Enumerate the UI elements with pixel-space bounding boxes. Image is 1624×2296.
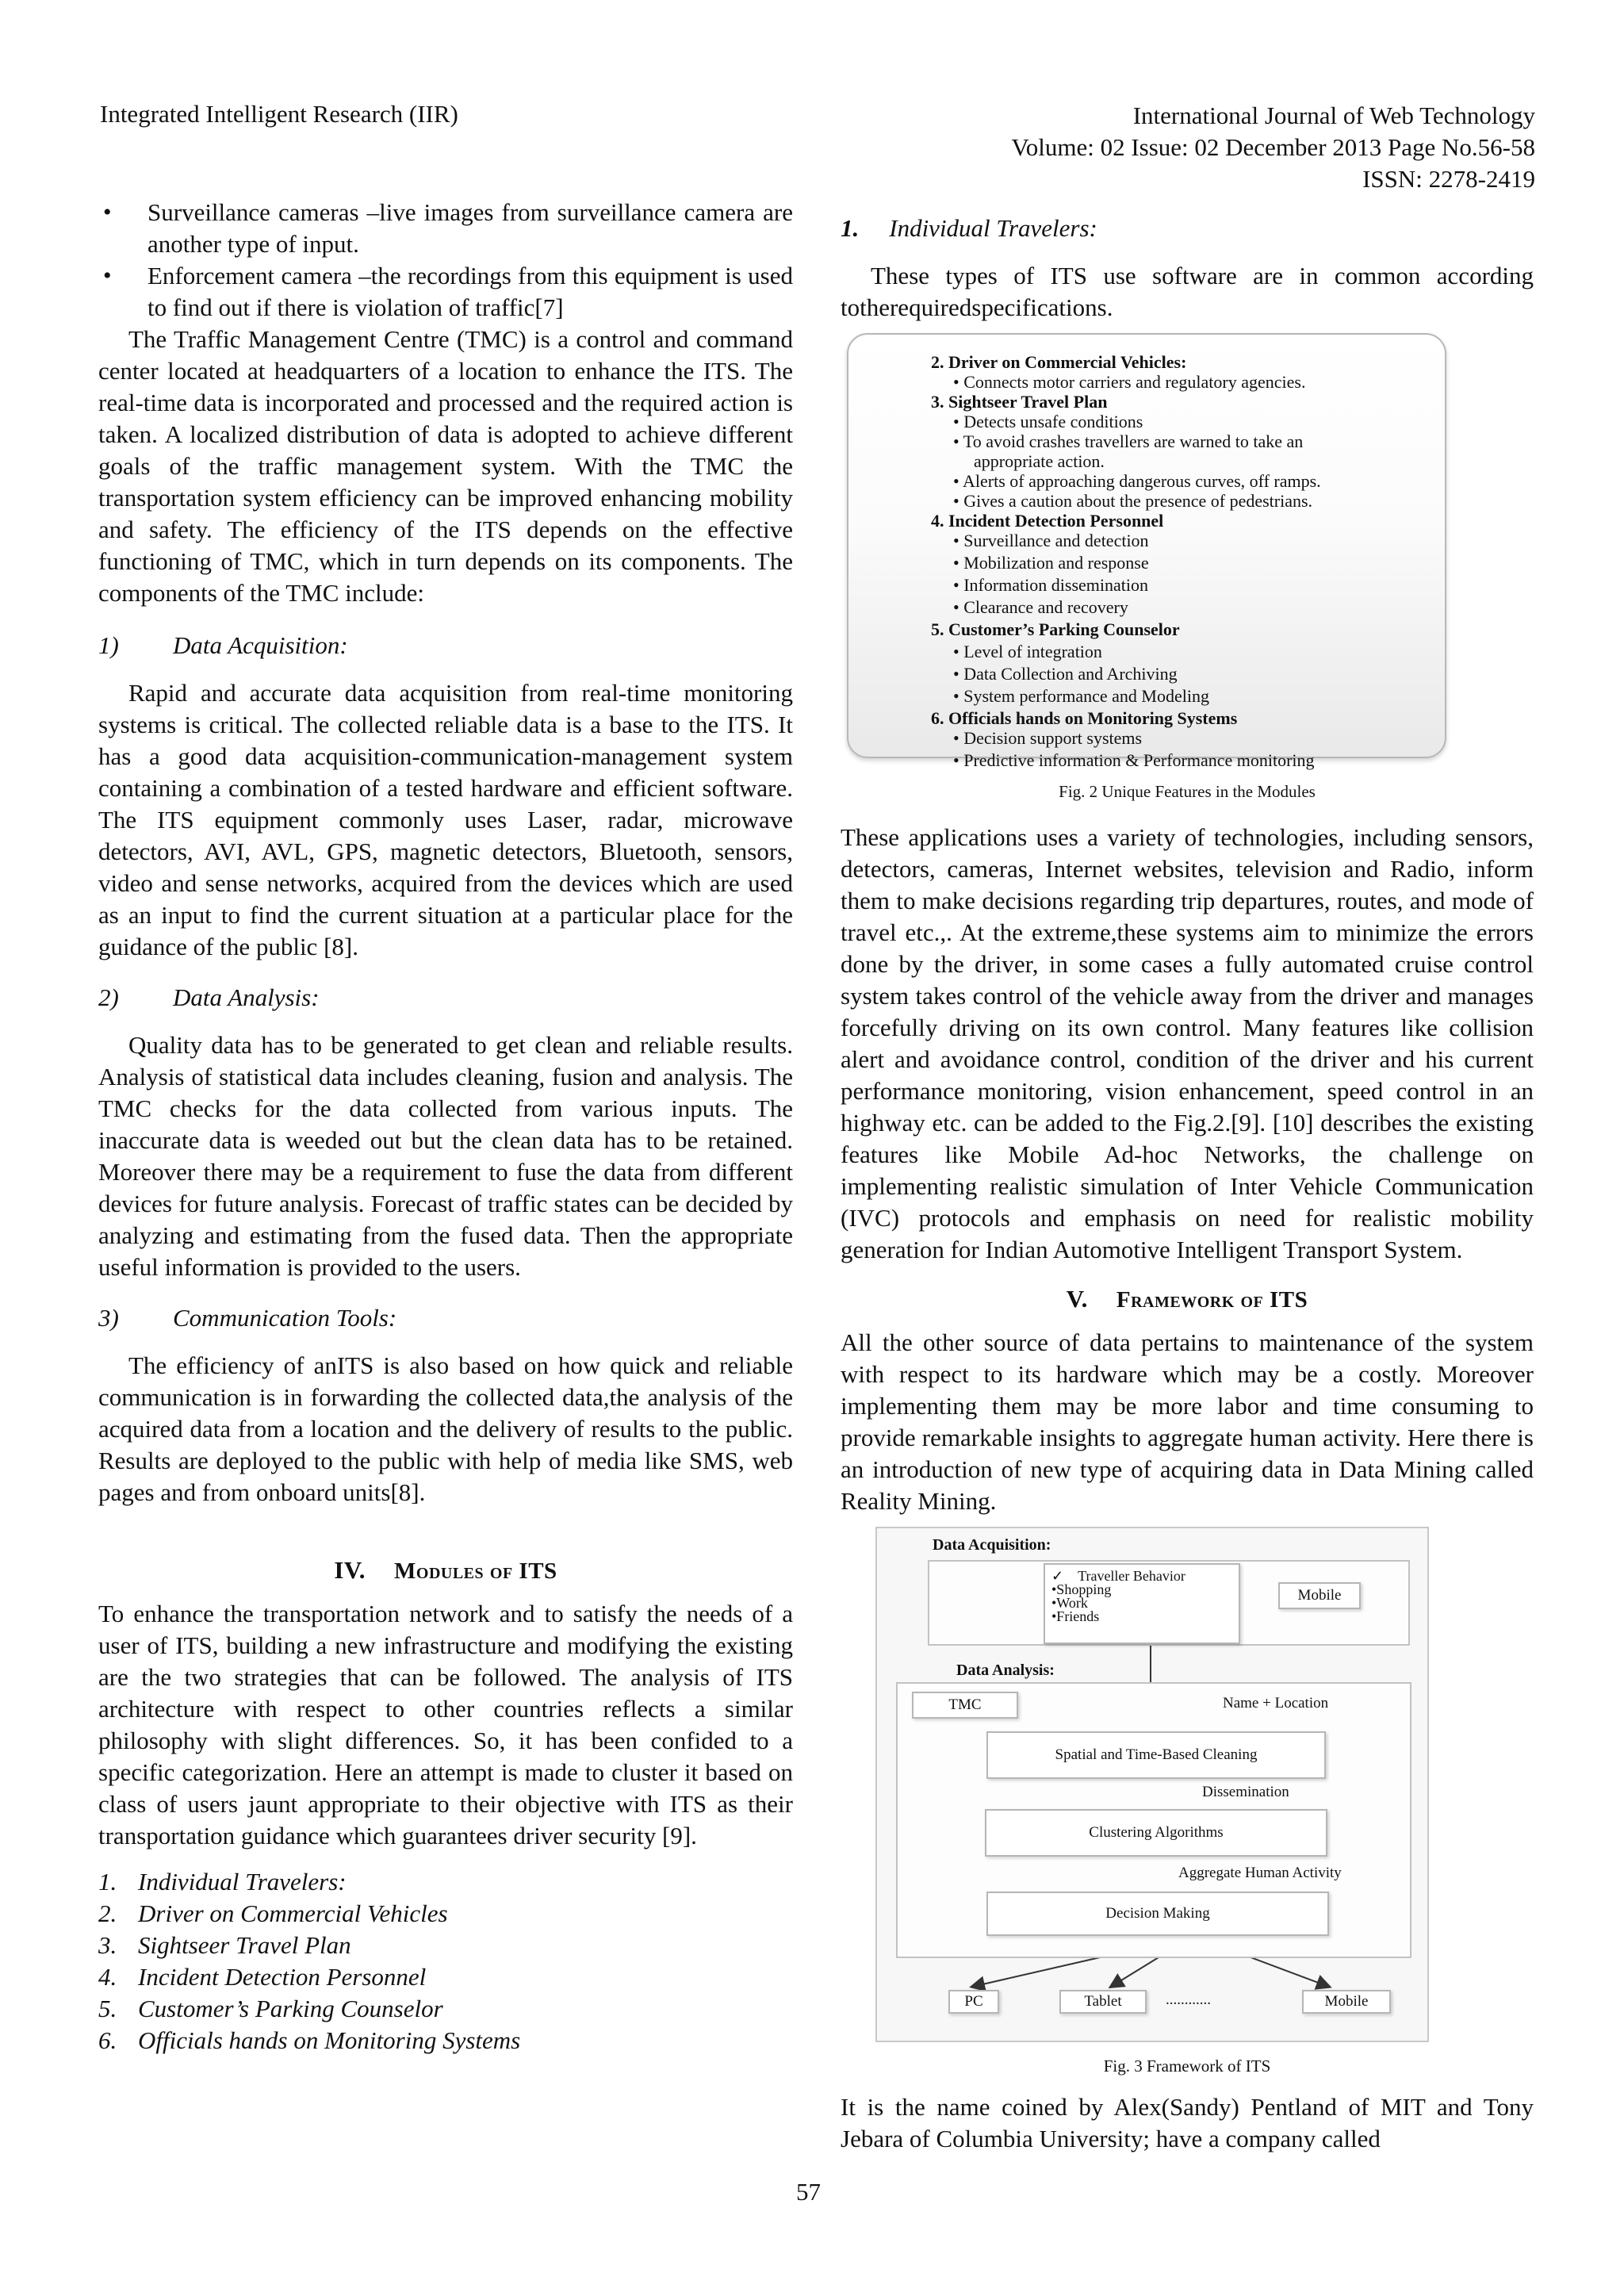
tmc-paragraph: The Traffic Management Centre (TMC) is a control and command center located at headquarters of a location to enhance the ITS. The real-time data is incorporated and processed and the required action is taken. A localized distribution of data is adopted to achieve different goals of the traffic management system. With the TMC the transportation system efficiency can be improved enhancing mobility and safety. The efficiency of the ITS depends on the effective functioning of TMC, which in turn depends on its components. The components of the TMC include: bbox=[98, 325, 793, 607]
subsection-number: 3) bbox=[98, 1304, 119, 1332]
module-number: 3. bbox=[98, 1931, 117, 1959]
fig2-line: • Connects motor carriers and regulatory agencies. bbox=[953, 372, 1306, 392]
fig2-line: 3. Sightseer Travel Plan bbox=[931, 392, 1108, 412]
check-icon: ✓ bbox=[1051, 1568, 1064, 1584]
module-number: 4. bbox=[98, 1963, 117, 1991]
fig3-data-acquisition-title: Data Acquisition: bbox=[933, 1536, 1051, 1554]
section-number: IV. bbox=[334, 1556, 366, 1584]
fig2-line: 5. Customer’s Parking Counselor bbox=[931, 619, 1180, 639]
input-types-list bbox=[98, 197, 793, 324]
subsection-communication-tools-heading bbox=[98, 1302, 793, 1334]
fig3-tmc-box: TMC bbox=[912, 1692, 1018, 1719]
module-title: Sightseer Travel Plan bbox=[138, 1931, 351, 1959]
module-title: Customer’s Parking Counselor bbox=[138, 1995, 443, 2022]
fig3-mobile-source: Mobile bbox=[1278, 1582, 1361, 1609]
section-v-heading bbox=[841, 1283, 1534, 1316]
fig3-aggregate-label: Aggregate Human Activity bbox=[1178, 1865, 1342, 1881]
subsection-number: 2) bbox=[98, 983, 119, 1011]
fig3-tablet-box: Tablet bbox=[1059, 1990, 1147, 2014]
header-journal-title: International Journal of Web Technology bbox=[1132, 102, 1535, 129]
fig2-line: • System performance and Modeling bbox=[953, 686, 1209, 706]
fig2-line: 6. Officials hands on Monitoring Systems bbox=[931, 708, 1238, 728]
fig2-line: appropriate action. bbox=[974, 451, 1105, 471]
fig2-line: • Alerts of approaching dangerous curves, off ramps. bbox=[953, 471, 1321, 491]
fig3-decision-box: Decision Making bbox=[986, 1892, 1329, 1936]
fig2-line: • Predictive information & Performance monitoring bbox=[953, 750, 1315, 770]
figure-2-caption: Fig. 2 Unique Features in the Modules bbox=[1059, 782, 1316, 801]
data-analysis-paragraph: Quality data has to be generated to get clean and reliable results. Analysis of statistical data includes cleaning, fusion and analysis. The TMC checks for the data collected from various inputs. The inaccurate data is weeded out but the clean data has to be retained. Moreover there may be a requirement to fuse the data from different devices for future analysis. Forecast of traffic states can be decided by analyzing and estimating from the fused data. Then the appropriate useful information is provided to the users. bbox=[98, 1031, 793, 1281]
module-title: Officials hands on Monitoring Systems bbox=[138, 2026, 521, 2054]
subsection-title: Communication Tools: bbox=[173, 1304, 397, 1332]
fig3-dissemination-label: Dissemination bbox=[1202, 1784, 1289, 1800]
section-title: Framework of ITS bbox=[1116, 1287, 1308, 1313]
fig3-name-location-label: Name + Location bbox=[1223, 1695, 1329, 1711]
module-number: 6. bbox=[98, 2026, 117, 2054]
header-volume-issue: Volume: 02 Issue: 02 December 2013 Page No.56-58 bbox=[1011, 133, 1535, 161]
individual-travelers-heading bbox=[841, 213, 1534, 244]
subsection-number: 1) bbox=[98, 631, 119, 659]
module-item bbox=[98, 2025, 793, 2056]
header-issn: ISSN: 2278-2419 bbox=[1362, 165, 1535, 193]
fig2-line: • Data Collection and Archiving bbox=[953, 664, 1178, 684]
fig2-line: 4. Incident Detection Personnel bbox=[931, 511, 1164, 531]
modules-paragraph: To enhance the transportation network and to satisfy the needs of a user of ITS, building a new infrastructure and modifying the existing are the two strategies that can be followed. The analysis of ITS architecture with respect to other countries reflects a similar philosophy with slight differences. So, it has been confided to a specific categorization. Here an attempt is made to cluster it based on class of users jaunt appropriate to their objective with ITS as their transportation guidance which guarantees driver security [9]. bbox=[98, 1600, 793, 1849]
subsection-title: Data Acquisition: bbox=[173, 631, 348, 659]
heading-title: Individual Travelers: bbox=[889, 214, 1097, 242]
module-title: Driver on Commercial Vehicles bbox=[138, 1899, 448, 1927]
page-number: 57 bbox=[796, 2178, 821, 2206]
module-title: Incident Detection Personnel bbox=[138, 1963, 427, 1991]
applications-paragraph: These applications uses a variety of technologies, including sensors, detectors, cameras, Internet websites, television and Radio, inform them to make decisions regarding trip departures, routes, and mode of travel etc.,. At the extreme,these systems aim to minimize the errors done by the driver, in some cases a fully automated cruise control system takes control of the vehicle away from the driver and manages forcefully driving on its own control. Many features like collision alert and avoidance control, condition of the driver and his current performance monitoring, vision enhancement, speed control in an highway etc. can be added to the Fig.2.[9]. [10] describes the existing features like Mobile Ad-hoc Networks, the challenge on implementing realistic simulation of Inter Vehicle Communication (IVC) protocols and emphasis on need for realistic mobility generation for Indian Automotive Intelligent Transport System. bbox=[841, 823, 1534, 1263]
fig2-line: • Clearance and recovery bbox=[953, 597, 1128, 617]
module-item bbox=[98, 1993, 793, 2025]
section-number: V. bbox=[1066, 1285, 1088, 1313]
fig2-line: • Level of integration bbox=[953, 642, 1102, 661]
bullet-enforcement-camera: • Enforcement camera –the recordings from this equipment is used to find out if there is violation of traffic[7] bbox=[98, 260, 793, 324]
section-title: Modules of ITS bbox=[394, 1558, 557, 1584]
figure-3-framework-diagram bbox=[875, 1527, 1429, 2042]
module-title: Individual Travelers: bbox=[138, 1868, 347, 1895]
module-number: 1. bbox=[98, 1868, 117, 1895]
module-item bbox=[98, 1961, 793, 1993]
fig3-ellipsis: ............ bbox=[1166, 1991, 1211, 2008]
subsection-data-analysis-heading bbox=[98, 982, 793, 1014]
modules-list bbox=[98, 1866, 793, 2056]
header-journal-info bbox=[1011, 100, 1535, 195]
fig3-mobile-output: Mobile bbox=[1302, 1990, 1391, 2014]
fig3-item: •Work bbox=[1051, 1595, 1088, 1611]
fig2-line: • Decision support systems bbox=[953, 728, 1143, 748]
figure-2-unique-features bbox=[847, 333, 1446, 770]
subsection-title: Data Analysis: bbox=[173, 983, 320, 1011]
header-journal-publisher: Integrated Intelligent Research (IIR) bbox=[100, 100, 458, 128]
reality-mining-paragraph: It is the name coined by Alex(Sandy) Pentland of MIT and Tony Jebara of Columbia University; have a company called bbox=[841, 2093, 1534, 2152]
module-number: 2. bbox=[98, 1899, 117, 1927]
fig2-line: • Information dissemination bbox=[953, 575, 1148, 595]
fig2-line: • Mobilization and response bbox=[953, 553, 1149, 573]
data-acquisition-paragraph: Rapid and accurate data acquisition from real-time monitoring systems is critical. The collected reliable data is a base to the ITS. It has a good data acquisition-communication-management system containing a combination of a tested hardware and efficient software. The ITS equipment commonly uses Laser, radar, microwave detectors, AVI, AVL, GPS, magnetic detectors, Bluetooth, sensors, video and sense networks, acquired from the devices which are used as an input to find the current situation at a particular place for the guidance of the public [8]. bbox=[98, 679, 793, 960]
left-column bbox=[98, 197, 793, 2056]
right-column bbox=[841, 213, 1534, 2155]
section-iv-heading bbox=[98, 1554, 793, 1587]
fig3-cleaning-box: Spatial and Time-Based Cleaning bbox=[986, 1731, 1326, 1779]
figure-3-caption: Fig. 3 Framework of ITS bbox=[1103, 2056, 1271, 2076]
fig2-line: • Gives a caution about the presence of pedestrians. bbox=[953, 491, 1313, 511]
fig3-traveller-label: Traveller Behavior bbox=[1078, 1568, 1185, 1584]
framework-paragraph: All the other source of data pertains to maintenance of the system with respect to its hardware which may be a costly. Moreover implementing them may be more labor and time consuming to provide remarkable insights to aggregate human activity. Here there is an introduction of new type of acquiring data in Data Mining called Reality Mining. bbox=[841, 1328, 1534, 1515]
heading-number: 1. bbox=[841, 214, 860, 242]
fig2-line: 2. Driver on Commercial Vehicles: bbox=[931, 352, 1187, 372]
individual-travelers-paragraph: These types of ITS use software are in common according totherequiredspecifications. bbox=[841, 262, 1534, 321]
fig3-clustering-box: Clustering Algorithms bbox=[985, 1809, 1327, 1857]
fig2-line: • To avoid crashes travellers are warned to take an bbox=[953, 431, 1304, 451]
module-item bbox=[98, 1898, 793, 1930]
module-item bbox=[98, 1866, 793, 1898]
fig3-data-analysis-title: Data Analysis: bbox=[956, 1662, 1055, 1679]
fig3-item: •Friends bbox=[1051, 1608, 1100, 1624]
module-item bbox=[98, 1930, 793, 1961]
module-number: 5. bbox=[98, 1995, 117, 2022]
fig2-line: • Detects unsafe conditions bbox=[953, 412, 1143, 431]
communication-tools-paragraph: The efficiency of anITS is also based on how quick and reliable communication is in forwarding the collected data,the analysis of the acquired data from a location and the delivery of results to the public. Results are deployed to the public with help of media like SMS, web pages and from onboard units[8]. bbox=[98, 1351, 793, 1506]
fig3-traveller-behavior-box bbox=[1044, 1563, 1240, 1644]
fig2-line: • Surveillance and detection bbox=[953, 531, 1149, 550]
fig3-item: •Shopping bbox=[1051, 1581, 1112, 1597]
subsection-data-acquisition-heading bbox=[98, 630, 793, 661]
fig3-pc-box: PC bbox=[948, 1990, 999, 2014]
bullet-surveillance-cameras: • Surveillance cameras –live images from surveillance camera are another type of input. bbox=[98, 197, 793, 260]
